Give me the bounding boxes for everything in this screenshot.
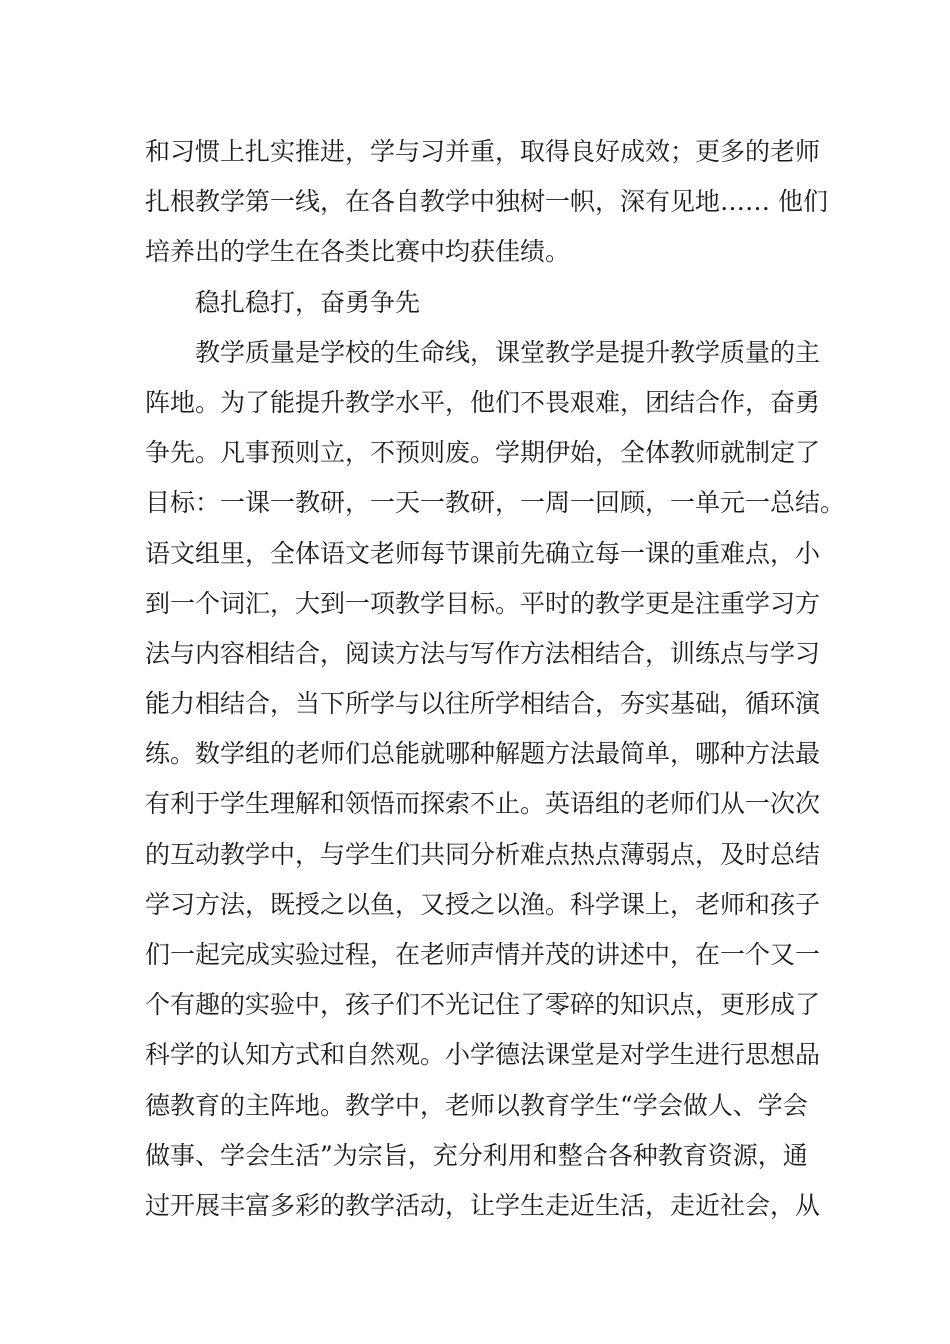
paragraph-line: 教学质量是学校的生命线，课堂教学是提升教学质量的主 bbox=[195, 337, 821, 367]
paragraph-line: 的互动教学中，与学生们共同分析难点热点薄弱点，及时总结 bbox=[145, 839, 821, 869]
paragraph-line: 阵地。为了能提升教学水平，他们不畏艰难，团结合作，奋勇 bbox=[145, 387, 821, 417]
paragraph-line: 有利于学生理解和领悟而探索不止。英语组的老师们从一次次 bbox=[145, 789, 821, 819]
paragraph-line: 们一起完成实验过程，在老师声情并茂的讲述中，在一个又一 bbox=[145, 940, 821, 969]
paragraph-line: 法与内容相结合，阅读方法与写作方法相结合，训练点与学习 bbox=[145, 638, 821, 668]
body-text bbox=[145, 127, 846, 1231]
paragraph-line: 和习惯上扎实推进，学与习并重，取得良好成效；更多的老师 bbox=[145, 137, 821, 166]
paragraph-line: 目标：一课一教研，一天一教研，一周一回顾，一单元一总结。 bbox=[145, 488, 846, 518]
paragraph-line: 扎根教学第一线，在各自教学中独树一帜，深有见地…… 他们 bbox=[145, 187, 828, 217]
paragraph-line: 培养出的学生在各类比赛中均获佳绩。 bbox=[145, 237, 571, 267]
paragraph-line: 语文组里，全体语文老师每节课前先确立每一课的重难点，小 bbox=[145, 538, 821, 568]
paragraph-line: 学习方法，既授之以鱼，又授之以渔。科学课上，老师和孩子 bbox=[145, 889, 821, 919]
paragraph-line: 科学的认知方式和自然观。小学德法课堂是对学生进行思想品 bbox=[145, 1040, 821, 1070]
paragraph-line: 个有趣的实验中，孩子们不光记住了零碎的知识点，更形成了 bbox=[145, 990, 821, 1020]
paragraph-line: 练。数学组的老师们总能就哪种解题方法最简单，哪种方法最 bbox=[145, 739, 821, 769]
paragraph-line: 做事、学会生活”为宗旨，充分利用和整合各种教育资源，通 bbox=[145, 1140, 808, 1170]
paragraph-line: 到一个词汇，大到一项教学目标。平时的教学更是注重学习方 bbox=[145, 588, 821, 618]
paragraph-line: 争先。凡事预则立，不预则废。学期伊始，全体教师就制定了 bbox=[145, 438, 821, 468]
section-heading: 稳扎稳打，奋勇争先 bbox=[195, 287, 421, 317]
paragraph-line: 德教育的主阵地。教学中，老师以教育学生“学会做人、学会 bbox=[145, 1090, 808, 1120]
paragraph-line: 能力相结合，当下所学与以往所学相结合，夯实基础，循环演 bbox=[145, 689, 821, 719]
paragraph-line: 过开展丰富多彩的教学活动，让学生走近生活，走近社会，从 bbox=[145, 1190, 821, 1220]
